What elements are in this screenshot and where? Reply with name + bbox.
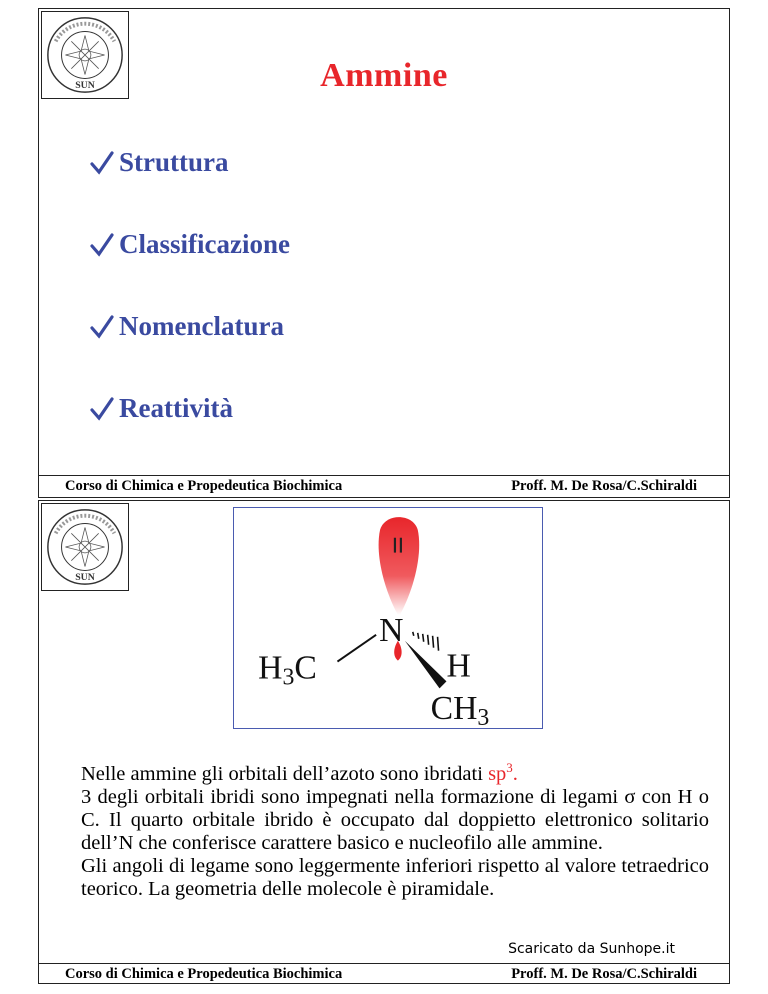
checkmark-icon: [89, 149, 115, 177]
slide-footer: [39, 475, 729, 497]
university-logo: [41, 503, 129, 591]
bullet-text: Classificazione: [119, 229, 290, 259]
hashed-bond: [413, 632, 439, 651]
bullet-text: Reattività: [119, 393, 233, 423]
list-item: [89, 147, 290, 229]
checkmark-icon: [89, 395, 115, 423]
checkmark-icon: [89, 231, 115, 259]
list-item: [89, 311, 290, 393]
authors: Proff. M. De Rosa/C.Schiraldi: [511, 478, 697, 494]
university-seal-icon: [42, 504, 128, 590]
bullet-text: Struttura: [119, 147, 229, 177]
logo-text: SUN: [75, 80, 95, 92]
methyl-bottom: CH3: [430, 690, 490, 728]
paragraph: Nelle ammine gli orbitali dell’azoto sono ibridati $sp^3$.: [81, 760, 518, 785]
course-name: Corso di Chimica e Propedeutica Biochimica: [65, 966, 343, 982]
authors: Proff. M. De Rosa/C.Schiraldi: [511, 966, 697, 982]
explanation-text: [81, 756, 709, 901]
hydrogen-atom: H: [446, 647, 471, 685]
topic-list: [89, 147, 290, 475]
slide-footer: [39, 963, 729, 985]
bond-left: [337, 635, 376, 662]
methyl-left: H3C: [258, 649, 317, 691]
lone-pair-orbital-lobe: [379, 517, 420, 615]
paragraph: 3 degli orbitali ibridi sono impegnati nella formazione di legami σ con H o C. Il quarto orbitale ibrido è occupato dal doppietto elettronico solitario dell’N che conferisce carattere basico e nucleofilo alle ammine.: [81, 785, 709, 854]
nitrogen-atom: N: [379, 611, 404, 649]
course-name: Corso di Chimica e Propedeutica Biochimica: [65, 478, 343, 494]
checkmark-icon: [89, 313, 115, 341]
paragraph: Gli angoli di legame sono leggermente inferiori rispetto al valore tetraedrico teorico. La geometria delle molecole è piramidale.: [81, 854, 709, 900]
page-title: Ammine: [320, 57, 448, 94]
source-note: Scaricato da Sunhope.it: [508, 941, 675, 957]
amine-structure: [234, 508, 542, 728]
slide-1: [38, 8, 730, 498]
list-item: [89, 393, 290, 475]
bullet-text: Nomenclatura: [119, 311, 284, 341]
logo-text: SUN: [75, 572, 95, 584]
molecule-diagram: [233, 507, 543, 729]
wedge-bond: [405, 641, 447, 689]
slide-2: [38, 500, 730, 984]
list-item: [89, 229, 290, 311]
hybridization-label: $sp^3$.: [488, 760, 518, 785]
